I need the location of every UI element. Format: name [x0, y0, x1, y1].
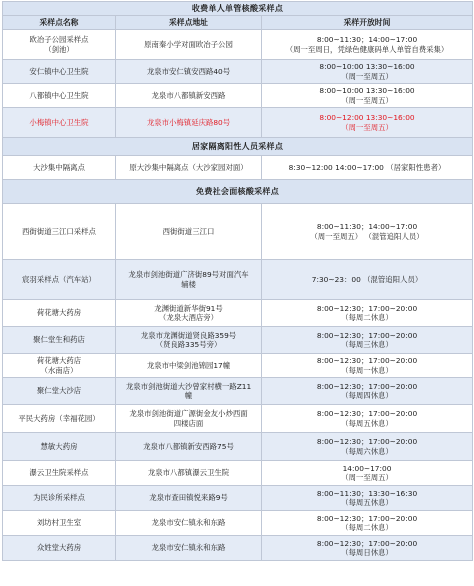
site-address-line: （贤良路335号旁） [155, 340, 222, 349]
site-time-line: （周一至周五） [341, 122, 393, 132]
site-time-line: 8:00~11:30；14:00~17:00 [316, 222, 418, 232]
section-title-paid: 收费单人单管核酸采样点 [3, 2, 473, 16]
site-name-cell [3, 354, 116, 378]
site-time-line: 8:30~12:00 14:00~17:00 （居家阳性患者） [288, 162, 446, 172]
site-address-line: 原大沙集中隔离点（大沙家园对面） [129, 162, 248, 172]
table-row [3, 60, 473, 84]
site-address-cell [116, 378, 262, 405]
site-name-line: 荷花塘大药房 [36, 308, 82, 318]
table-row [3, 433, 473, 461]
site-name-cell [3, 378, 116, 405]
section-header-row [3, 2, 473, 16]
table-row [3, 204, 473, 260]
site-time-cell [262, 511, 473, 536]
site-name-cell [3, 511, 116, 536]
table-row [3, 300, 473, 327]
site-time-line: （周一至周五） [341, 71, 393, 81]
site-time-line: （每周三休息） [341, 340, 393, 349]
site-time-line: 8:00~12:30；17:00~20:00 [316, 409, 418, 419]
site-name-line: 大沙集中隔离点 [33, 162, 85, 172]
site-address-line: 龙泉市剑池街道广源街金友小炒西面 [129, 409, 248, 419]
site-time-cell [262, 354, 473, 378]
site-time-cell [262, 300, 473, 327]
site-time-line: 8:00~12:30；17:00~20:00 [316, 330, 418, 340]
site-address-line: （龙泉大酒店旁） [158, 313, 219, 322]
site-name-cell [3, 486, 116, 511]
site-name-line: 刘坊村卫生室 [36, 518, 82, 528]
site-time-line: （每周五休息） [341, 498, 393, 507]
table-row [3, 84, 473, 108]
site-time-line: （每周五休息） [341, 418, 393, 428]
site-time-line: 8:00~11:30；13:30~16:30 [316, 488, 418, 498]
site-name-line: （剑池） [44, 44, 74, 54]
site-time-line: （周一至周五） （混管追阳人员） [310, 231, 424, 241]
site-time-cell [262, 84, 473, 108]
site-time-line: （周一至周五） [341, 95, 393, 105]
site-time-cell [262, 433, 473, 461]
site-address-cell [116, 260, 262, 300]
section-header-row [3, 180, 473, 204]
site-address-cell [116, 108, 262, 138]
site-address-line: 幢 [184, 391, 193, 400]
site-time-line: 8:00~10:00 13:30~16:00 [319, 86, 415, 96]
site-time-cell [262, 461, 473, 486]
site-time-cell [262, 536, 473, 561]
site-address-cell [116, 461, 262, 486]
site-name-cell [3, 156, 116, 180]
site-address-cell [116, 433, 262, 461]
site-name-line: 宸羽采样点（汽车站） [22, 274, 96, 284]
site-address-line: 龙泉市剑池街道大沙曾家村横一路Z11 [125, 381, 252, 391]
site-address-cell [116, 486, 262, 511]
site-time-cell [262, 405, 473, 433]
header-time: 采样开放时间 [262, 16, 473, 30]
site-time-cell [262, 486, 473, 511]
table-row [3, 30, 473, 60]
site-time-line: 8:00~12:30；17:00~20:00 [316, 513, 418, 523]
site-address-line: 龙渊街道新华街91号 [154, 303, 223, 313]
site-name-line: 聚仁堂大沙店 [36, 386, 82, 396]
site-name-cell [3, 433, 116, 461]
site-name-line: 西街街道三江口采样点 [22, 226, 96, 236]
site-address-line: 龙泉市剑池街道广济街89号对面汽车 [128, 270, 249, 280]
site-time-line: （每周日休息） [341, 548, 393, 557]
site-name-cell [3, 327, 116, 354]
site-name-cell [3, 405, 116, 433]
site-address-line: 龙泉市八都镇新安西路75号 [143, 441, 234, 451]
site-name-cell [3, 461, 116, 486]
site-address-line: 龙泉市安仁镇永和东路 [151, 543, 226, 553]
site-address-cell [116, 536, 262, 561]
site-time-line: （每周一休息） [341, 365, 393, 375]
site-time-line: 8:00~11:30；14:00~17:00 [316, 35, 418, 45]
site-name-cell [3, 300, 116, 327]
site-name-line: 安仁镇中心卫生院 [29, 66, 89, 76]
site-address-line: 龙泉市八都镇新安西路 [151, 90, 226, 100]
table-row [3, 378, 473, 405]
site-time-line: （每周六休息） [341, 446, 393, 456]
site-time-line: 8:00~12:00 13:30~16:00 [319, 113, 415, 123]
site-time-line: （周一至周日，凭绿色健康码单人单管自费采集） [285, 44, 449, 54]
site-time-line: 14:00~17:00 [342, 463, 392, 473]
table-row [3, 511, 473, 536]
site-address-cell [116, 30, 262, 60]
column-header-row [3, 16, 473, 30]
site-time-line: 8:00~12:30；17:00~20:00 [316, 381, 418, 391]
site-name-line: 慧敏大药房 [40, 441, 78, 451]
site-address-cell [116, 405, 262, 433]
site-address-line: 四楼店面 [173, 418, 204, 428]
table-row [3, 354, 473, 378]
site-address-line: 龙泉市安仁镇永和东路 [151, 518, 226, 528]
site-name-cell [3, 260, 116, 300]
site-name-cell [3, 108, 116, 138]
site-name-line: 八都镇中心卫生院 [29, 90, 89, 100]
site-address-line: 龙泉市八都镇瀑云卫生院 [147, 468, 230, 478]
site-address-line: 龙泉市安仁镇安西路40号 [146, 66, 231, 76]
site-time-cell [262, 156, 473, 180]
table-row [3, 461, 473, 486]
table-row [3, 327, 473, 354]
site-time-line: （每周二休息） [341, 523, 393, 532]
site-name-line: 众姓堂大药房 [36, 543, 82, 553]
site-time-line: 8:00~12:30；17:00~20:00 [316, 303, 418, 313]
site-address-cell [116, 511, 262, 536]
header-address: 采样点地址 [116, 16, 262, 30]
site-time-line: 8:00~10:00 13:30~16:00 [319, 62, 415, 72]
section-title-isolation: 居家隔离阳性人员采样点 [3, 138, 473, 156]
section-title-free: 免费社会面核酸采样点 [3, 180, 473, 204]
site-address-line: 辅楼 [181, 279, 196, 289]
site-time-line: （每周二休息） [341, 313, 393, 322]
site-name-line: 欧冶子公园采样点 [29, 35, 89, 45]
site-time-cell [262, 204, 473, 260]
site-address-cell [116, 156, 262, 180]
site-name-line: 为民诊所采样点 [33, 493, 85, 503]
site-address-cell [116, 60, 262, 84]
site-name-cell [3, 536, 116, 561]
site-address-line: 龙泉市小梅镇延庆路80号 [146, 117, 231, 127]
site-address-line: 龙泉市中梁剑池锦园17幢 [146, 360, 231, 370]
section-header-row [3, 138, 473, 156]
site-time-line: （每周四休息） [341, 391, 393, 400]
table-row [3, 156, 473, 180]
site-address-line: 龙泉市查田镇悦来路9号 [149, 493, 228, 503]
site-name-cell [3, 204, 116, 260]
header-name: 采样点名称 [3, 16, 116, 30]
site-time-cell [262, 260, 473, 300]
sampling-sites-table [2, 1, 473, 561]
table-row [3, 405, 473, 433]
site-address-cell [116, 300, 262, 327]
site-time-line: （周一至周五） [341, 473, 393, 482]
site-name-line: 小梅镇中心卫生院 [29, 117, 89, 127]
site-name-line: 瀑云卫生院采样点 [29, 468, 89, 478]
site-address-line: 原南秦小学对面欧冶子公园 [144, 39, 233, 49]
site-time-line: 8:00~12:30；17:00~20:00 [316, 437, 418, 447]
site-time-line: 7:30~23：00 （混管追阳人员） [311, 274, 423, 284]
site-name-line: （水南店） [40, 365, 78, 375]
site-name-cell [3, 84, 116, 108]
site-name-line: 平民大药房（幸福花园） [18, 413, 100, 423]
site-time-cell [262, 327, 473, 354]
site-time-line: 8:00~12:30；17:00~20:00 [316, 538, 418, 548]
site-time-line: 8:00~12:30；17:00~20:00 [316, 356, 418, 366]
site-address-line: 龙泉市龙渊街道贤良路359号 [140, 330, 237, 340]
site-address-cell [116, 354, 262, 378]
site-address-cell [116, 204, 262, 260]
site-address-line: 西街街道三江口 [162, 226, 215, 236]
table-row [3, 536, 473, 561]
site-name-line: 聚仁堂生和药店 [33, 335, 85, 345]
site-time-cell [262, 378, 473, 405]
site-time-cell [262, 108, 473, 138]
site-address-cell [116, 84, 262, 108]
table-row [3, 108, 473, 138]
site-name-cell [3, 60, 116, 84]
site-name-cell [3, 30, 116, 60]
table-row [3, 260, 473, 300]
site-address-cell [116, 327, 262, 354]
site-time-cell [262, 60, 473, 84]
table-row [3, 486, 473, 511]
site-time-cell [262, 30, 473, 60]
site-name-line: 荷花塘大药店 [36, 356, 82, 366]
